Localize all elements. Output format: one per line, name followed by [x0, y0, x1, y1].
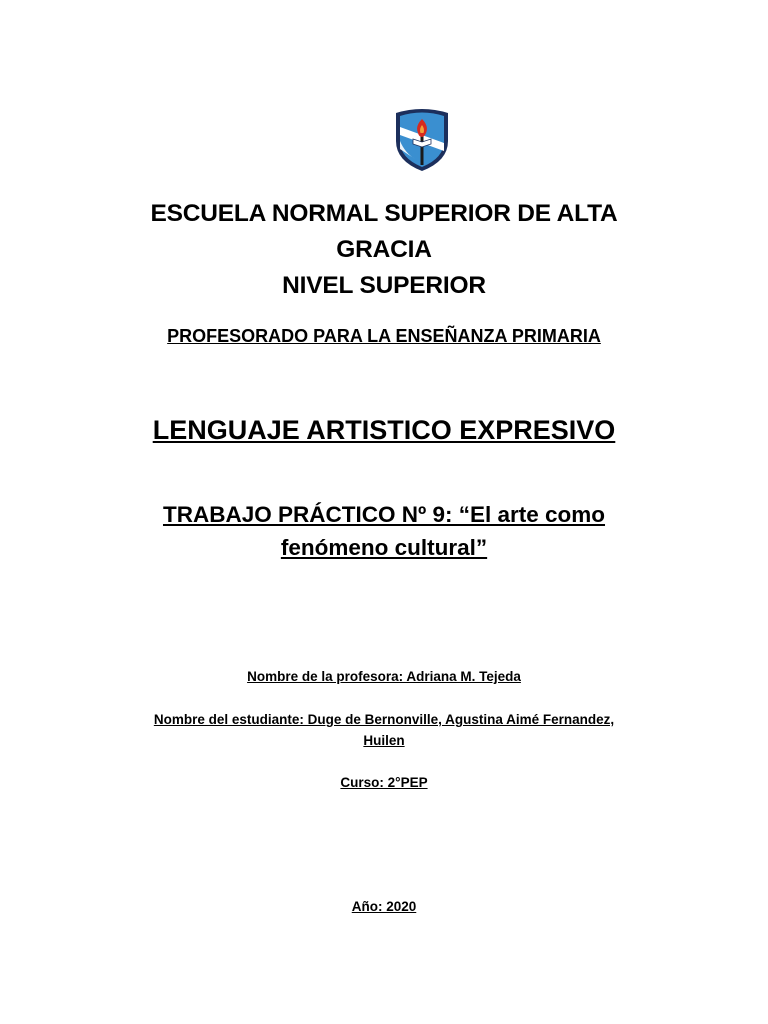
- student-names: Nombre del estudiante: Duge de Bernonville, Agustina Aimé Fernandez, Huilen: [153, 712, 615, 748]
- institution-line-2: GRACIA: [336, 236, 432, 263]
- crest-torch-handle: [421, 133, 424, 165]
- subject-title: LENGUAJE ARTISTICO EXPRESIVO: [152, 415, 616, 445]
- year-label: Año: 2020: [351, 899, 417, 914]
- assignment-title: TRABAJO PRÁCTICO Nº 9: “El arte como fenómeno cultural”: [162, 502, 606, 560]
- institution-line-1: ESCUELA NORMAL SUPERIOR DE ALTA: [150, 200, 618, 227]
- institution-line-3: NIVEL SUPERIOR: [282, 272, 486, 299]
- teacher-name: Nombre de la profesora: Adriana M. Tejeda: [247, 669, 521, 684]
- institution-name: [100, 196, 668, 304]
- course-label: Curso: 2°PEP: [340, 775, 428, 790]
- program-title: PROFESORADO PARA LA ENSEÑANZA PRIMARIA: [167, 326, 601, 346]
- school-crest-icon: [393, 107, 451, 173]
